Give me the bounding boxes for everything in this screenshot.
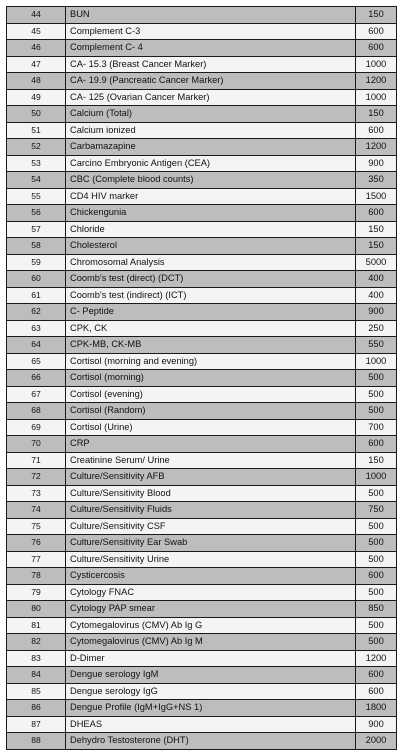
price-cell: 400 (356, 271, 397, 288)
price-cell: 1800 (356, 700, 397, 717)
row-number-cell: 77 (7, 551, 66, 568)
row-number-cell: 67 (7, 386, 66, 403)
test-name-cell: Complement C-3 (66, 23, 356, 40)
table-row (7, 271, 397, 288)
price-cell: 1200 (356, 139, 397, 156)
price-cell: 900 (356, 716, 397, 733)
row-number-cell: 54 (7, 172, 66, 189)
test-name-cell: Creatinine Serum/ Urine (66, 452, 356, 469)
test-name-cell: Cortisol (morning) (66, 370, 356, 387)
table-row (7, 650, 397, 667)
test-name-cell: D-Dimer (66, 650, 356, 667)
test-name-cell: Calcium ionized (66, 122, 356, 139)
price-cell: 500 (356, 485, 397, 502)
table-row (7, 320, 397, 337)
price-cell: 850 (356, 601, 397, 618)
row-number-cell: 76 (7, 535, 66, 552)
price-cell: 150 (356, 238, 397, 255)
test-name-cell: Culture/Sensitivity CSF (66, 518, 356, 535)
price-cell: 500 (356, 551, 397, 568)
row-number-cell: 80 (7, 601, 66, 618)
price-cell: 500 (356, 584, 397, 601)
table-row (7, 155, 397, 172)
price-cell: 600 (356, 683, 397, 700)
test-name-cell: Cysticercosis (66, 568, 356, 585)
row-number-cell: 66 (7, 370, 66, 387)
table-row (7, 535, 397, 552)
table-row (7, 716, 397, 733)
table-row (7, 568, 397, 585)
price-cell: 600 (356, 667, 397, 684)
row-number-cell: 52 (7, 139, 66, 156)
price-cell: 1200 (356, 650, 397, 667)
price-cell: 900 (356, 155, 397, 172)
row-number-cell: 61 (7, 287, 66, 304)
row-number-cell: 82 (7, 634, 66, 651)
test-price-table (6, 6, 397, 750)
test-name-cell: Cortisol (morning and evening) (66, 353, 356, 370)
table-row (7, 40, 397, 57)
test-name-cell: Culture/Sensitivity Urine (66, 551, 356, 568)
row-number-cell: 60 (7, 271, 66, 288)
table-body (7, 7, 397, 750)
table-row (7, 601, 397, 618)
test-name-cell: Culture/Sensitivity Blood (66, 485, 356, 502)
test-name-cell: Cortisol (Random) (66, 403, 356, 420)
test-name-cell: CRP (66, 436, 356, 453)
table-row (7, 502, 397, 519)
test-name-cell: Culture/Sensitivity Fluids (66, 502, 356, 519)
table-row (7, 56, 397, 73)
price-cell: 500 (356, 617, 397, 634)
table-row (7, 733, 397, 750)
row-number-cell: 88 (7, 733, 66, 750)
price-cell: 150 (356, 452, 397, 469)
price-cell: 1000 (356, 469, 397, 486)
table-row (7, 518, 397, 535)
table-row (7, 436, 397, 453)
price-cell: 600 (356, 40, 397, 57)
table-row (7, 287, 397, 304)
test-name-cell: C- Peptide (66, 304, 356, 321)
price-cell: 500 (356, 386, 397, 403)
price-cell: 600 (356, 436, 397, 453)
row-number-cell: 46 (7, 40, 66, 57)
row-number-cell: 59 (7, 254, 66, 271)
table-row (7, 89, 397, 106)
test-name-cell: Dengue serology IgM (66, 667, 356, 684)
price-cell: 1500 (356, 188, 397, 205)
price-cell: 250 (356, 320, 397, 337)
test-name-cell: BUN (66, 7, 356, 24)
row-number-cell: 74 (7, 502, 66, 519)
test-name-cell: Dehydro Testosterone (DHT) (66, 733, 356, 750)
test-name-cell: Cortisol (Urine) (66, 419, 356, 436)
test-name-cell: CBC (Complete blood counts) (66, 172, 356, 189)
test-name-cell: Culture/Sensitivity Ear Swab (66, 535, 356, 552)
test-name-cell: Chromosomal Analysis (66, 254, 356, 271)
row-number-cell: 75 (7, 518, 66, 535)
test-name-cell: Carcino Embryonic Antigen (CEA) (66, 155, 356, 172)
row-number-cell: 49 (7, 89, 66, 106)
price-cell: 1200 (356, 73, 397, 90)
test-name-cell: Chickengunia (66, 205, 356, 222)
row-number-cell: 44 (7, 7, 66, 24)
price-cell: 1000 (356, 353, 397, 370)
table-row (7, 683, 397, 700)
table-row (7, 304, 397, 321)
test-name-cell: Complement C- 4 (66, 40, 356, 57)
table-row (7, 551, 397, 568)
price-cell: 600 (356, 568, 397, 585)
test-name-cell: CPK-MB, CK-MB (66, 337, 356, 354)
table-row (7, 221, 397, 238)
test-name-cell: CD4 HIV marker (66, 188, 356, 205)
price-cell: 500 (356, 370, 397, 387)
table-row (7, 634, 397, 651)
test-name-cell: CA- 15.3 (Breast Cancer Marker) (66, 56, 356, 73)
test-name-cell: CPK, CK (66, 320, 356, 337)
table-row (7, 617, 397, 634)
table-row (7, 353, 397, 370)
test-name-cell: Cortisol (evening) (66, 386, 356, 403)
test-name-cell: Cytomegalovirus (CMV) Ab Ig M (66, 634, 356, 651)
price-cell: 500 (356, 535, 397, 552)
row-number-cell: 79 (7, 584, 66, 601)
price-cell: 600 (356, 23, 397, 40)
test-name-cell: Coomb's test (indirect) (ICT) (66, 287, 356, 304)
table-row (7, 667, 397, 684)
price-cell: 600 (356, 122, 397, 139)
row-number-cell: 72 (7, 469, 66, 486)
row-number-cell: 81 (7, 617, 66, 634)
row-number-cell: 84 (7, 667, 66, 684)
price-cell: 700 (356, 419, 397, 436)
test-name-cell: Cytology PAP smear (66, 601, 356, 618)
test-name-cell: Cytomegalovirus (CMV) Ab Ig G (66, 617, 356, 634)
table-row (7, 23, 397, 40)
price-cell: 500 (356, 634, 397, 651)
test-name-cell: Culture/Sensitivity AFB (66, 469, 356, 486)
table-row (7, 403, 397, 420)
test-name-cell: Carbamazapine (66, 139, 356, 156)
table-row (7, 469, 397, 486)
row-number-cell: 53 (7, 155, 66, 172)
price-cell: 600 (356, 205, 397, 222)
price-cell: 150 (356, 106, 397, 123)
table-row (7, 238, 397, 255)
test-name-cell: CA- 125 (Ovarian Cancer Marker) (66, 89, 356, 106)
table-row (7, 7, 397, 24)
row-number-cell: 85 (7, 683, 66, 700)
price-cell: 500 (356, 403, 397, 420)
price-cell: 500 (356, 518, 397, 535)
test-name-cell: Cholesterol (66, 238, 356, 255)
price-cell: 150 (356, 221, 397, 238)
row-number-cell: 45 (7, 23, 66, 40)
price-cell: 2000 (356, 733, 397, 750)
table-row (7, 419, 397, 436)
table-row (7, 584, 397, 601)
row-number-cell: 68 (7, 403, 66, 420)
row-number-cell: 69 (7, 419, 66, 436)
row-number-cell: 50 (7, 106, 66, 123)
price-cell: 400 (356, 287, 397, 304)
test-name-cell: Dengue serology IgG (66, 683, 356, 700)
table-row (7, 106, 397, 123)
row-number-cell: 63 (7, 320, 66, 337)
row-number-cell: 51 (7, 122, 66, 139)
test-name-cell: Chloride (66, 221, 356, 238)
price-cell: 1000 (356, 56, 397, 73)
row-number-cell: 58 (7, 238, 66, 255)
row-number-cell: 78 (7, 568, 66, 585)
row-number-cell: 70 (7, 436, 66, 453)
row-number-cell: 64 (7, 337, 66, 354)
row-number-cell: 56 (7, 205, 66, 222)
table-row (7, 205, 397, 222)
table-row (7, 452, 397, 469)
row-number-cell: 83 (7, 650, 66, 667)
table-row (7, 370, 397, 387)
row-number-cell: 47 (7, 56, 66, 73)
table-row (7, 122, 397, 139)
row-number-cell: 55 (7, 188, 66, 205)
row-number-cell: 62 (7, 304, 66, 321)
test-name-cell: Coomb's test (direct) (DCT) (66, 271, 356, 288)
table-row (7, 700, 397, 717)
row-number-cell: 86 (7, 700, 66, 717)
test-name-cell: Dengue Profile (IgM+IgG+NS 1) (66, 700, 356, 717)
table-row (7, 337, 397, 354)
table-row (7, 188, 397, 205)
table-row (7, 172, 397, 189)
table-row (7, 254, 397, 271)
test-name-cell: Cytology FNAC (66, 584, 356, 601)
table-row (7, 139, 397, 156)
test-name-cell: DHEAS (66, 716, 356, 733)
price-cell: 1000 (356, 89, 397, 106)
table-row (7, 73, 397, 90)
row-number-cell: 48 (7, 73, 66, 90)
row-number-cell: 57 (7, 221, 66, 238)
row-number-cell: 87 (7, 716, 66, 733)
table-row (7, 386, 397, 403)
price-cell: 150 (356, 7, 397, 24)
row-number-cell: 71 (7, 452, 66, 469)
test-name-cell: CA- 19.9 (Pancreatic Cancer Marker) (66, 73, 356, 90)
table-row (7, 485, 397, 502)
row-number-cell: 65 (7, 353, 66, 370)
price-cell: 550 (356, 337, 397, 354)
price-cell: 350 (356, 172, 397, 189)
price-cell: 750 (356, 502, 397, 519)
test-name-cell: Calcium (Total) (66, 106, 356, 123)
row-number-cell: 73 (7, 485, 66, 502)
price-cell: 5000 (356, 254, 397, 271)
price-cell: 900 (356, 304, 397, 321)
